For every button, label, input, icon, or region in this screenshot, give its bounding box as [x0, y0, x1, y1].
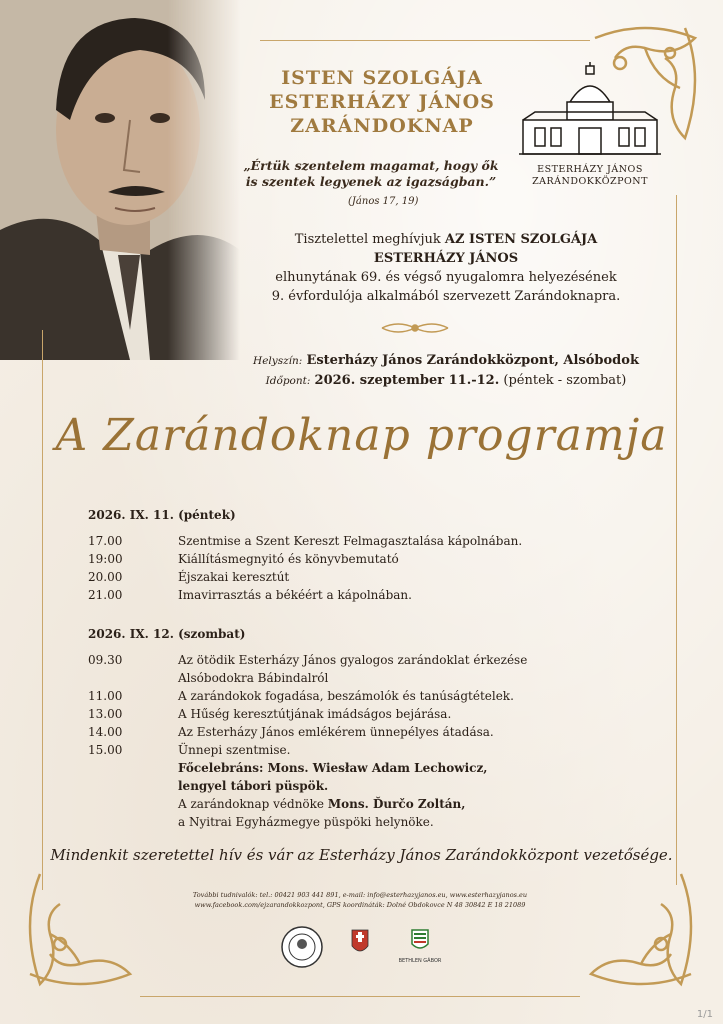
schedule-desc: Szentmise a Szent Kereszt Felmagasztalása kápolnában. [178, 534, 523, 548]
closing-message: Mindenkit szeretettel hív és vár az Esterházy János Zarándokközpont vezetősége. [50, 846, 673, 864]
bible-quote-reference: (János 17, 19) [348, 196, 419, 207]
schedule-row [88, 795, 648, 813]
coat-of-arms-icon [352, 930, 368, 951]
schedule-row [88, 550, 648, 568]
schedule-row [88, 777, 648, 795]
schedule-row [88, 586, 648, 604]
footer-line: www.facebook.com/ejzarandokkozpont, GPS koordináták: Dolné Obdokovce N 48 30842 E 18 21089 [194, 901, 526, 909]
bethlen-gabor-logo-icon [412, 930, 428, 948]
patron-title: a Nyitrai Egyházmegye püspöki helynöke. [178, 815, 434, 829]
title-line: ESTERHÁZY JÁNOS [269, 91, 495, 113]
portrait-photo [0, 0, 240, 360]
schedule-time: 19:00 [88, 552, 123, 566]
schedule-time: 13.00 [88, 707, 123, 721]
celebrant-text: lengyel tábori püspök. [178, 779, 329, 793]
day1-heading: 2026. IX. 11. (péntek) [88, 508, 236, 522]
bible-quote: „Értük szentelem magamat, hogy ők is szentek legyenek az igazságban.” [243, 158, 499, 189]
pilgrimage-center-logo-icon [515, 62, 665, 158]
schedule-time: 09.30 [88, 653, 123, 667]
seal-emblem-icon [282, 927, 322, 967]
title-line: ZARÁNDOKNAP [290, 115, 474, 137]
schedule-desc: Kiállításmegnyitó és könyvbemutató [178, 552, 399, 566]
schedule-row [88, 705, 648, 723]
schedule-desc: Az ötödik Esterházy János gyalogos zarándoklat érkezése [178, 653, 528, 667]
schedule-row [88, 723, 648, 741]
divider-ornament-icon [380, 320, 450, 336]
schedule-row [88, 741, 648, 759]
invite-intro: Tisztelettel meghívjuk [294, 232, 445, 247]
schedule-row [88, 669, 648, 687]
schedule-time [88, 669, 178, 687]
schedule-desc: Éjszakai keresztút [178, 570, 290, 584]
event-details [222, 351, 670, 391]
patron-intro: A zarándoknap védnöke [178, 797, 328, 811]
page-number: 1/1 [696, 1009, 713, 1020]
date-label: Időpont: [265, 375, 311, 387]
schedule-row [88, 687, 648, 705]
schedule-time: 15.00 [88, 743, 123, 757]
logo-caption-line: ZARÁNDOKKÖZPONT [532, 176, 648, 187]
schedule-time: 11.00 [88, 689, 123, 703]
schedule-row [88, 759, 648, 777]
schedule-row [88, 568, 648, 586]
day2-schedule [88, 651, 648, 831]
location-label: Helyszín: [253, 355, 303, 367]
schedule-desc: A zarándokok fogadása, beszámolók és tanúságtételek. [178, 689, 514, 703]
schedule-desc: Az Esterházy János emlékérem ünnepélyes átadása. [178, 725, 494, 739]
frame-line [676, 195, 677, 885]
invite-line: elhunytának 69. és végső nyugalomra helyezésének [275, 270, 617, 285]
schedule-row [88, 532, 648, 550]
logo-caption [515, 164, 665, 188]
invite-bold: ESTERHÁZY JÁNOS [373, 251, 519, 266]
frame-line [260, 40, 590, 41]
invite-line: 9. évfordulója alkalmából szervezett Zarándoknapra. [271, 289, 621, 304]
schedule-desc: Ünnepi szentmise. [178, 743, 291, 757]
date-value: 2026. szeptember 11.-12. [314, 373, 500, 388]
date-suffix: (péntek - szombat) [499, 373, 627, 388]
schedule-desc: Imavirrasztás a békéért a kápolnában. [178, 588, 412, 602]
contact-footer [150, 890, 570, 910]
program-title: A Zarándoknap programja [55, 410, 668, 461]
schedule-desc: Alsóbodokra Bábindalról [178, 671, 329, 685]
schedule-row [88, 651, 648, 669]
logo-caption-line: ESTERHÁZY JÁNOS [537, 164, 643, 175]
title-line: ISTEN SZOLGÁJA [281, 67, 483, 89]
celebrant-text: Főcelebráns: Mons. Wiesław Adam Lechowicz, [178, 761, 488, 775]
event-title [262, 66, 502, 138]
schedule-time: 17.00 [88, 534, 123, 548]
day2-heading: 2026. IX. 12. (szombat) [88, 627, 246, 641]
corner-ornament-icon [581, 864, 701, 994]
day1-schedule [88, 532, 648, 604]
frame-line [140, 996, 580, 997]
corner-ornament-icon [20, 864, 140, 994]
sponsor-emblems [280, 922, 450, 972]
patron-name: Mons. Ďurčo Zoltán, [327, 797, 466, 811]
invite-bold: AZ ISTEN SZOLGÁJA [444, 232, 598, 247]
invitation-text [222, 230, 670, 306]
schedule-row [88, 813, 648, 831]
schedule-time: 14.00 [88, 725, 123, 739]
schedule-time: 21.00 [88, 588, 123, 602]
schedule-desc: A Hűség keresztútjának imádságos bejárása. [178, 707, 452, 721]
sponsor-name: BETHLEN GÁBOR [398, 958, 442, 964]
location-value: Esterházy János Zarándokközpont, Alsóbodok [306, 353, 639, 368]
footer-line: További tudnivalók: tel.: 00421 903 441 891, e-mail: info@esterhazyjanos.eu, www.esterhazyjanos.eu [192, 891, 528, 899]
schedule-time: 20.00 [88, 570, 123, 584]
